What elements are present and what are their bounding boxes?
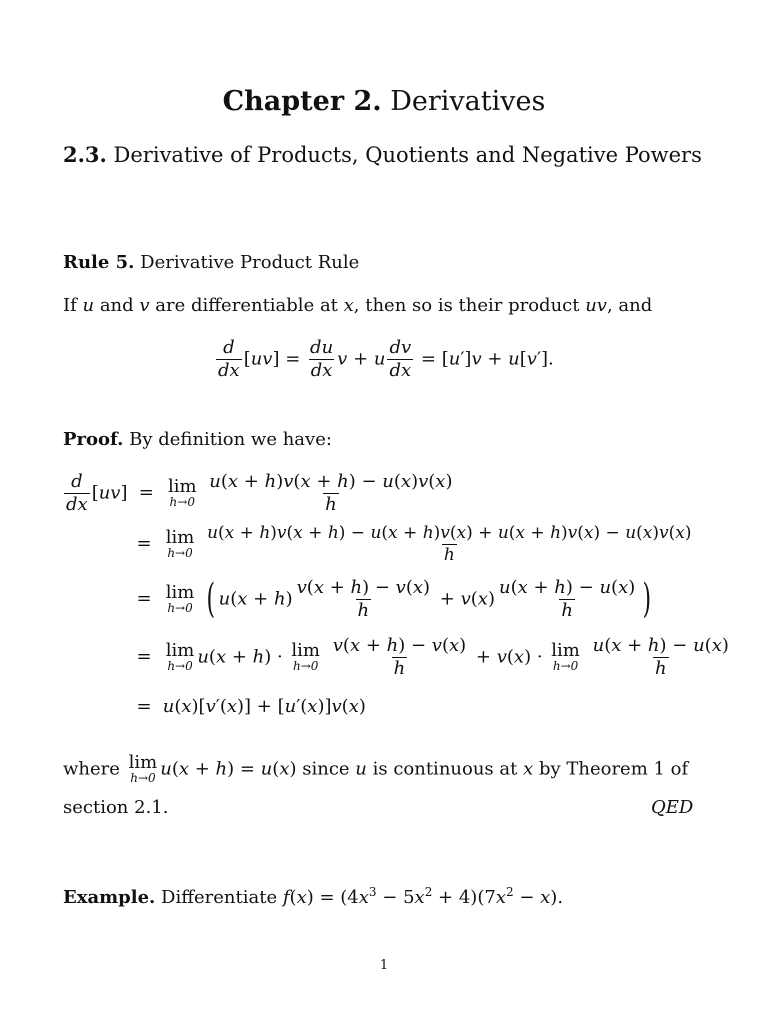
where-text: is continuous at — [366, 758, 524, 780]
page-number: 1 — [379, 958, 389, 973]
where-line: where lim h→0 u(x + h) = u(x) since u is continuous at x by Theorem 1 of — [63, 752, 689, 785]
proof-text: By definition we have: — [129, 429, 332, 450]
statement-text: , and — [606, 295, 653, 316]
statement-text: If — [63, 295, 83, 316]
proof-heading — [63, 429, 332, 450]
statement-text: , then so is their product — [353, 295, 586, 316]
section-heading — [63, 142, 702, 167]
example-function: $f(x) = (4x^3 - 5x^2 + 4)(7x^2 - x)$. — [282, 885, 564, 908]
where-text: by Theorem 1 of — [533, 758, 689, 780]
statement-var-uv: uv — [585, 295, 607, 316]
where-var-x: x — [523, 758, 534, 780]
where-var-u: u — [355, 758, 367, 780]
statement-var-u: u — [82, 295, 95, 316]
proof-line-1: $\frac{d}{dx}$ [uv] = lim h→0 $\frac{u(x + h)v(x + h) - u(x)v(x)}{h}$ — [66, 471, 453, 515]
rule-heading — [63, 252, 359, 273]
example-line — [63, 887, 563, 908]
example-text: Differentiate — [161, 887, 283, 908]
chapter-heading — [0, 86, 768, 117]
proof-label: Proof. — [63, 429, 124, 450]
proof-line-2: = lim h→0 $\frac{u(x + h)v(x + h) - u(x + h)v(x) + u(x + h)v(x) - u(x)v(x)}{h}$ — [136, 523, 692, 565]
example-label: Example. — [63, 887, 156, 908]
statement-text: are differentiable at — [149, 295, 344, 316]
section-title: Derivative of Products, Quotients and Negative Powers — [113, 143, 702, 167]
statement-var-v: v — [139, 295, 150, 316]
rule-title: Derivative Product Rule — [140, 252, 360, 273]
proof-line-3: = lim h→0 ( u(x + h) $\frac{v(x + h) - v(x)}{h}$ + v(x) $\frac{u(x + h) - u(x)}{h}$ ) — [136, 576, 652, 623]
rule-statement — [63, 295, 652, 316]
statement-var-x: x — [343, 295, 354, 316]
where-limit: lim h→0 — [128, 752, 158, 785]
chapter-label: Chapter 2. — [222, 86, 382, 117]
product-rule-equation: $\frac{d}{dx}$ [uv] = $\frac{du}{dx}$ v + u $\frac{dv}{dx}$ = [u′]v + u[v′]. — [218, 337, 554, 381]
statement-text: and — [94, 295, 140, 316]
proof-line-4: = lim h→0 u(x + h) · lim h→0 $\frac{v(x + h) - v(x)}{h}$ + v(x) · lim h→0 $\frac{u(x + h) - u(x)}{h}$ — [136, 635, 729, 679]
section-reference: section 2.1. — [63, 797, 169, 818]
proof-line-5: = u(x)[v′(x)] + [u′(x)]v(x) — [136, 696, 366, 717]
where-text: since — [296, 758, 356, 780]
qed-mark: QED — [651, 797, 694, 818]
chapter-title: Derivatives — [390, 86, 546, 117]
section-number: 2.3. — [63, 142, 107, 167]
rule-label: Rule 5. — [63, 252, 135, 273]
where-text: where — [63, 758, 126, 780]
